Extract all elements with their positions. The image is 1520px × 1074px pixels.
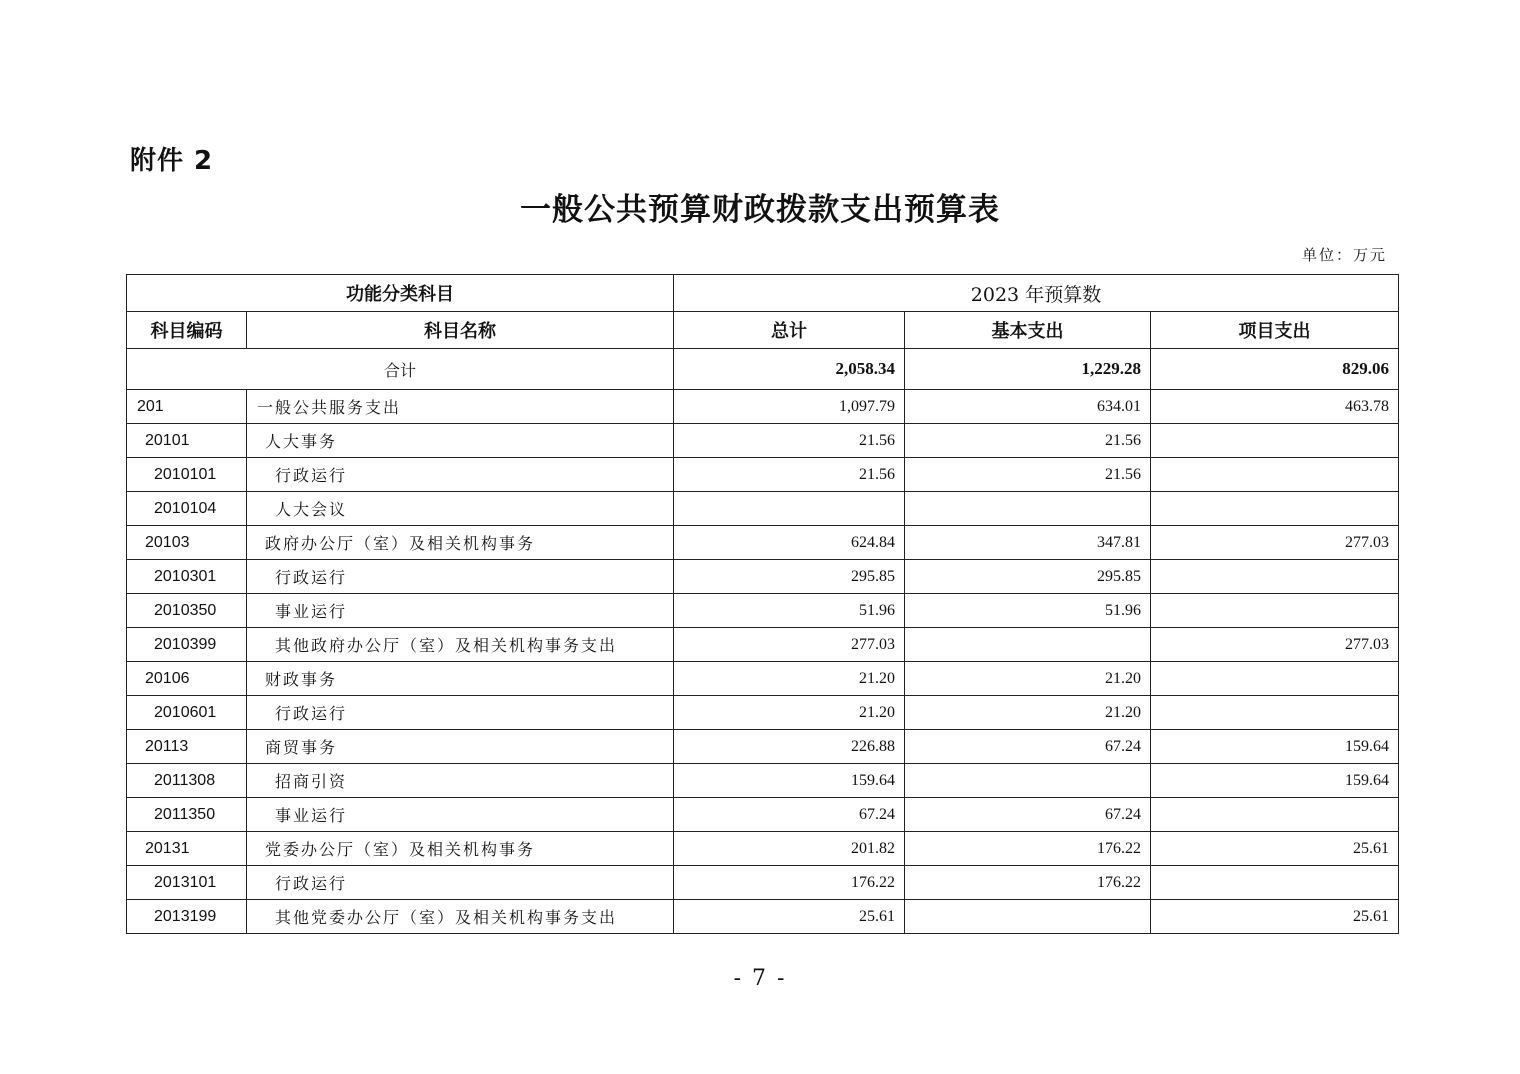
row-basic: 21.56 bbox=[905, 458, 1151, 492]
row-code: 20131 bbox=[127, 832, 247, 866]
row-project bbox=[1151, 798, 1399, 832]
row-total: 1,097.79 bbox=[674, 390, 905, 424]
row-project bbox=[1151, 492, 1399, 526]
header-name: 科目名称 bbox=[247, 312, 674, 349]
row-project: 25.61 bbox=[1151, 900, 1399, 934]
row-name: 行政运行 bbox=[247, 866, 674, 900]
table-row bbox=[127, 832, 1399, 866]
row-code: 20113 bbox=[127, 730, 247, 764]
header-row-columns bbox=[127, 312, 1399, 349]
header-row-group bbox=[127, 275, 1399, 312]
total-project: 829.06 bbox=[1151, 349, 1399, 390]
total-label: 合计 bbox=[127, 349, 674, 390]
row-code: 2010601 bbox=[127, 696, 247, 730]
row-code: 2010350 bbox=[127, 594, 247, 628]
row-code: 2013199 bbox=[127, 900, 247, 934]
table-row bbox=[127, 866, 1399, 900]
table-row bbox=[127, 424, 1399, 458]
row-basic: 21.20 bbox=[905, 662, 1151, 696]
row-total: 159.64 bbox=[674, 764, 905, 798]
row-code: 2011350 bbox=[127, 798, 247, 832]
row-total: 21.20 bbox=[674, 696, 905, 730]
table-row bbox=[127, 492, 1399, 526]
row-project bbox=[1151, 560, 1399, 594]
table-row bbox=[127, 594, 1399, 628]
row-basic: 21.56 bbox=[905, 424, 1151, 458]
row-code: 2010301 bbox=[127, 560, 247, 594]
row-name: 其他党委办公厅（室）及相关机构事务支出 bbox=[247, 900, 674, 934]
row-project bbox=[1151, 662, 1399, 696]
row-project: 277.03 bbox=[1151, 526, 1399, 560]
table-row bbox=[127, 662, 1399, 696]
table-row bbox=[127, 390, 1399, 424]
row-basic: 176.22 bbox=[905, 832, 1151, 866]
row-name: 行政运行 bbox=[247, 458, 674, 492]
header-year-group: 2023 年预算数 bbox=[674, 275, 1399, 312]
row-total: 21.56 bbox=[674, 458, 905, 492]
row-total: 277.03 bbox=[674, 628, 905, 662]
row-project bbox=[1151, 866, 1399, 900]
row-total: 67.24 bbox=[674, 798, 905, 832]
row-total: 25.61 bbox=[674, 900, 905, 934]
row-basic bbox=[905, 492, 1151, 526]
row-total: 295.85 bbox=[674, 560, 905, 594]
table-row bbox=[127, 730, 1399, 764]
row-basic: 176.22 bbox=[905, 866, 1151, 900]
row-basic: 67.24 bbox=[905, 798, 1151, 832]
row-name: 行政运行 bbox=[247, 560, 674, 594]
row-total: 51.96 bbox=[674, 594, 905, 628]
row-project bbox=[1151, 458, 1399, 492]
row-basic bbox=[905, 628, 1151, 662]
row-name: 财政事务 bbox=[247, 662, 674, 696]
table-row bbox=[127, 900, 1399, 934]
document-title: 一般公共预算财政拨款支出预算表 bbox=[520, 192, 1000, 228]
row-name: 商贸事务 bbox=[247, 730, 674, 764]
table-row bbox=[127, 628, 1399, 662]
row-code: 20101 bbox=[127, 424, 247, 458]
row-code: 2010399 bbox=[127, 628, 247, 662]
row-project bbox=[1151, 424, 1399, 458]
row-basic: 295.85 bbox=[905, 560, 1151, 594]
header-code: 科目编码 bbox=[127, 312, 247, 349]
budget-table bbox=[126, 274, 1399, 934]
table-row bbox=[127, 560, 1399, 594]
row-project: 25.61 bbox=[1151, 832, 1399, 866]
row-total: 201.82 bbox=[674, 832, 905, 866]
row-code: 201 bbox=[127, 390, 247, 424]
row-basic: 347.81 bbox=[905, 526, 1151, 560]
row-project bbox=[1151, 696, 1399, 730]
total-basic: 1,229.28 bbox=[905, 349, 1151, 390]
attachment-label: 附件 2 bbox=[130, 146, 214, 176]
row-total: 624.84 bbox=[674, 526, 905, 560]
unit-label: 单位：万元 bbox=[1301, 246, 1387, 264]
row-basic bbox=[905, 764, 1151, 798]
row-name: 一般公共服务支出 bbox=[247, 390, 674, 424]
table-row bbox=[127, 798, 1399, 832]
row-project: 463.78 bbox=[1151, 390, 1399, 424]
row-project: 277.03 bbox=[1151, 628, 1399, 662]
table-row bbox=[127, 764, 1399, 798]
total-sum: 2,058.34 bbox=[674, 349, 905, 390]
row-basic bbox=[905, 900, 1151, 934]
row-name: 政府办公厅（室）及相关机构事务 bbox=[247, 526, 674, 560]
row-total: 21.20 bbox=[674, 662, 905, 696]
row-code: 2011308 bbox=[127, 764, 247, 798]
row-name: 其他政府办公厅（室）及相关机构事务支出 bbox=[247, 628, 674, 662]
table-row bbox=[127, 526, 1399, 560]
row-name: 行政运行 bbox=[247, 696, 674, 730]
row-project bbox=[1151, 594, 1399, 628]
row-code: 20106 bbox=[127, 662, 247, 696]
header-category-group: 功能分类科目 bbox=[127, 275, 674, 312]
header-project: 项目支出 bbox=[1151, 312, 1399, 349]
row-total: 176.22 bbox=[674, 866, 905, 900]
row-name: 党委办公厅（室）及相关机构事务 bbox=[247, 832, 674, 866]
row-total: 21.56 bbox=[674, 424, 905, 458]
row-name: 事业运行 bbox=[247, 594, 674, 628]
row-project: 159.64 bbox=[1151, 730, 1399, 764]
row-code: 2010101 bbox=[127, 458, 247, 492]
row-code: 2013101 bbox=[127, 866, 247, 900]
row-code: 20103 bbox=[127, 526, 247, 560]
row-basic: 21.20 bbox=[905, 696, 1151, 730]
row-total bbox=[674, 492, 905, 526]
row-name: 招商引资 bbox=[247, 764, 674, 798]
row-basic: 51.96 bbox=[905, 594, 1151, 628]
total-row bbox=[127, 349, 1399, 390]
header-total: 总计 bbox=[674, 312, 905, 349]
row-basic: 67.24 bbox=[905, 730, 1151, 764]
row-project: 159.64 bbox=[1151, 764, 1399, 798]
page-number: - 7 - bbox=[733, 966, 787, 991]
row-name: 人大事务 bbox=[247, 424, 674, 458]
row-name: 人大会议 bbox=[247, 492, 674, 526]
row-code: 2010104 bbox=[127, 492, 247, 526]
row-total: 226.88 bbox=[674, 730, 905, 764]
row-name: 事业运行 bbox=[247, 798, 674, 832]
row-basic: 634.01 bbox=[905, 390, 1151, 424]
header-basic: 基本支出 bbox=[905, 312, 1151, 349]
table-row bbox=[127, 696, 1399, 730]
table-row bbox=[127, 458, 1399, 492]
